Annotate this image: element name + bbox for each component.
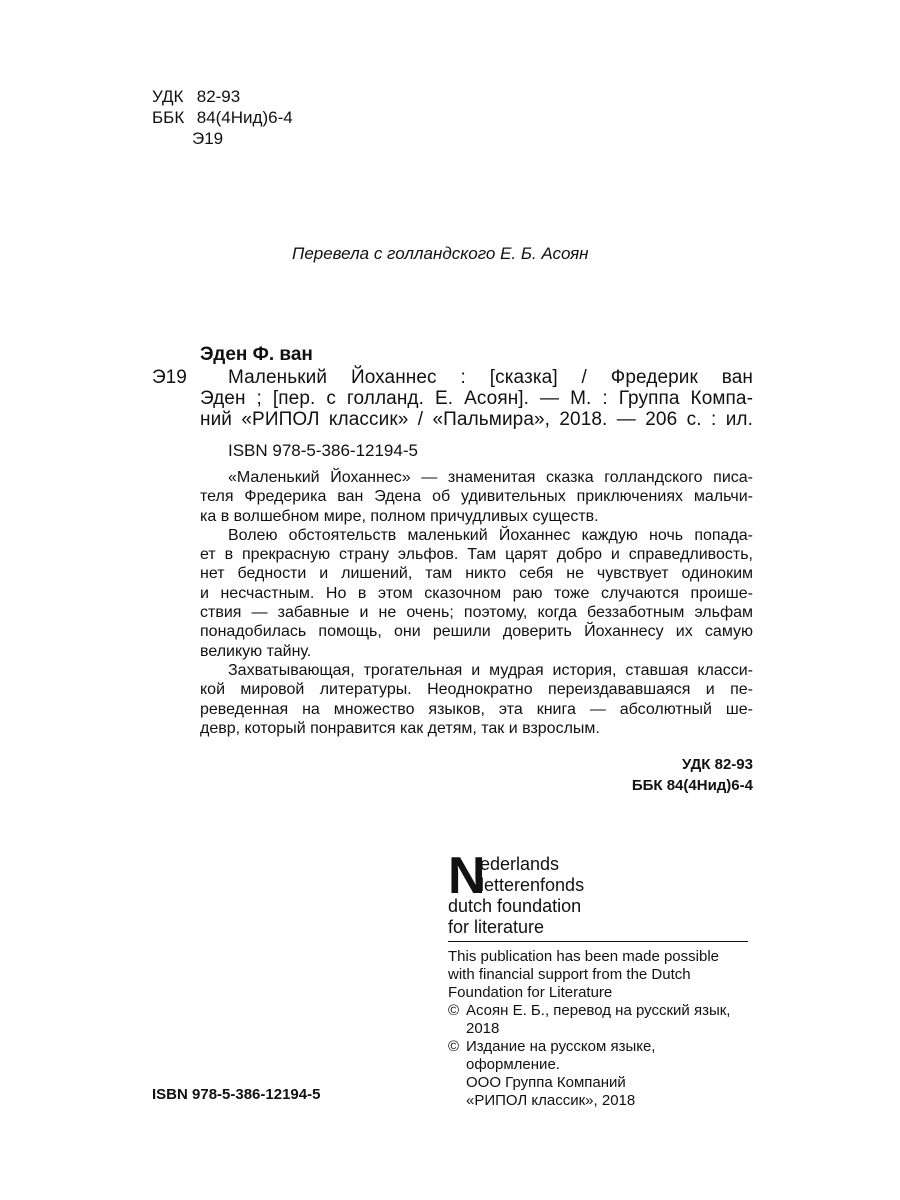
copyright-symbol: © xyxy=(448,1002,460,1019)
annotation-line: ка в волшебном мире, полном причудливых существ. xyxy=(200,507,599,525)
support-line: with financial support from the Dutch xyxy=(448,966,691,983)
biblio-line: Маленький Йоханнес : [сказка] / Фредерик ван xyxy=(228,367,753,388)
logo-initial: N xyxy=(448,847,485,905)
copyright-translation xyxy=(448,1002,758,1020)
annotation-paragraph-1 xyxy=(200,468,753,526)
udk-code-bottom: УДК 82-93 xyxy=(682,756,753,773)
logo-line-1: ederlands xyxy=(480,854,560,874)
copyright-text: «РИПОЛ классик», 2018 xyxy=(466,1092,636,1109)
bbk-label: ББК xyxy=(152,108,185,127)
annotation-line: теля Фредерика ван Эдена об удивительных приключениях мальчи- xyxy=(200,488,753,506)
isbn-bottom: ISBN 978-5-386-12194-5 xyxy=(152,1086,321,1103)
copyright-symbol: © xyxy=(448,1038,460,1055)
author-heading: Эден Ф. ван xyxy=(200,344,313,365)
annotation xyxy=(200,468,753,738)
copyright-text: ООО Группа Компаний xyxy=(466,1074,626,1091)
copyright-text: оформление. xyxy=(466,1056,560,1073)
annotation-line: девр, который понравится как детям, так и взрослым. xyxy=(200,719,600,737)
bibliographic-description xyxy=(200,367,753,430)
annotation-line: великую тайну. xyxy=(200,642,312,660)
copyright-text: Асоян Е. Б., перевод на русский язык, xyxy=(466,1002,731,1019)
bbk-row xyxy=(152,107,293,128)
udk-label: УДК xyxy=(152,87,184,106)
biblio-line: Эден ; [пер. с голланд. Е. Асоян]. — М. : Группа Компа- xyxy=(200,388,753,409)
support-notice xyxy=(448,948,758,1002)
annotation-line: кой мировой литературы. Неоднократно переиздававшаяся и пе- xyxy=(200,681,753,699)
logo-line-3: dutch foundation xyxy=(448,896,582,916)
udk-row xyxy=(152,86,293,107)
support-line: This publication has been made possible xyxy=(448,948,720,965)
copyright-edition xyxy=(448,1038,758,1056)
classification-codes-bottom xyxy=(600,754,753,796)
biblio-line: ний «РИПОЛ классик» / «Пальмира», 2018. — 206 с. : ил. xyxy=(200,409,753,430)
annotation-line: ет в прекрасную страну эльфов. Там царят добро и справедливость, xyxy=(200,546,753,564)
annotation-line: реведенная на множество языков, эта книга — абсолютный ше- xyxy=(200,700,753,718)
annotation-line: Волею обстоятельств маленький Йоханнес каждую ночь попада- xyxy=(228,526,753,544)
logo-line-4: for literature xyxy=(448,917,545,937)
annotation-paragraph-3 xyxy=(200,661,753,738)
author-mark: Э19 xyxy=(192,129,224,148)
annotation-line: понадобилась помощь, они решили доверить Йоханнесу их самую xyxy=(200,623,753,641)
author-cipher: Э19 xyxy=(152,367,187,388)
annotation-line: «Маленький Йоханнес» — знаменитая сказка голландского писа- xyxy=(228,469,753,486)
isbn-description: ISBN 978-5-386-12194-5 xyxy=(228,441,418,460)
logo-top-lines xyxy=(480,854,584,896)
logo-divider xyxy=(448,941,748,942)
classification-codes xyxy=(152,86,293,149)
copyright-text: Издание на русском языке, xyxy=(466,1038,656,1055)
copyright-notices xyxy=(448,1002,758,1110)
bbk-value: 84(4Нид)6-4 xyxy=(196,108,293,127)
logo-bottom-lines xyxy=(448,896,581,938)
bbk-code-bottom: ББК 84(4Нид)6-4 xyxy=(631,777,753,794)
annotation-line: и несчастным. Но в этом сказочном раю тоже случаются проише- xyxy=(200,584,753,602)
annotation-line: ствия — забавные и не очень; поэтому, когда беззаботным эльфам xyxy=(200,604,753,622)
annotation-line: нет бедности и лишений, там никто себя не чувствует одиноким xyxy=(200,565,753,583)
support-line: Foundation for Literature xyxy=(448,984,613,1001)
logo-line-2: letterenfonds xyxy=(480,875,585,895)
udk-value: 82-93 xyxy=(196,87,241,106)
translator-credit: Перевела с голландского Е. Б. Асоян xyxy=(292,244,589,263)
annotation-line: Захватывающая, трогательная и мудрая история, ставшая класси- xyxy=(228,661,753,679)
annotation-paragraph-2 xyxy=(200,526,753,661)
copyright-text: 2018 xyxy=(466,1020,500,1037)
